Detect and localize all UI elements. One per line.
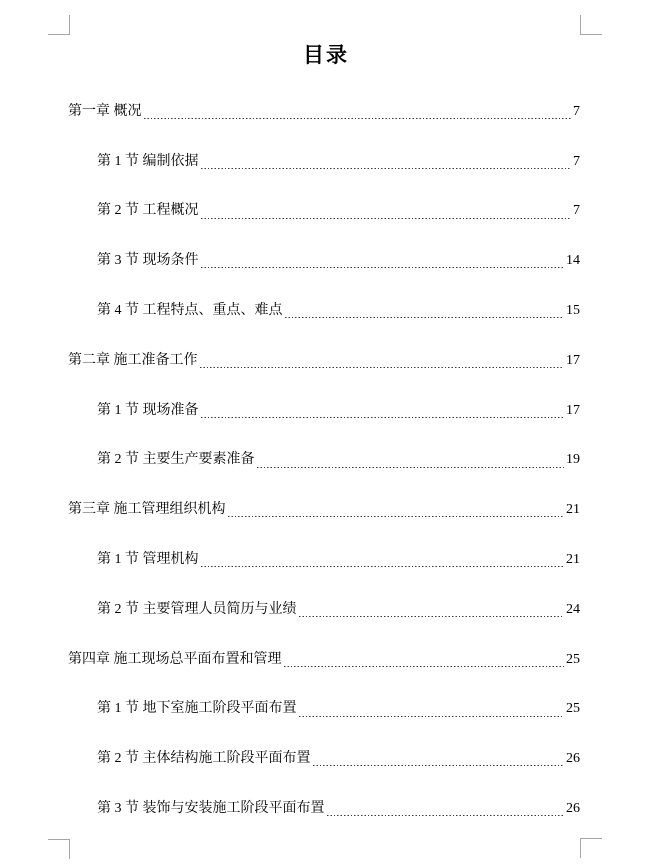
toc-page-number: 26 (566, 751, 580, 767)
page-title: 目录 (303, 43, 349, 67)
toc-page-number: 7 (573, 203, 580, 219)
crop-mark-top-right (580, 15, 602, 35)
toc-entry[interactable] (68, 187, 580, 237)
toc-entry-label: 第四章 施工现场总平面布置和管理 (68, 651, 282, 667)
toc-entry[interactable] (68, 137, 580, 187)
toc-entry[interactable] (68, 685, 580, 735)
toc-entry-label: 第 4 节 工程特点、重点、难点 (97, 303, 283, 319)
toc-entry[interactable] (68, 784, 580, 834)
dot-leader (228, 503, 565, 518)
dot-leader (201, 254, 565, 269)
toc-entry[interactable] (68, 585, 580, 635)
dot-leader (327, 802, 565, 817)
toc-entry[interactable] (68, 87, 580, 137)
toc-entry[interactable] (68, 336, 580, 386)
toc-entry[interactable] (68, 635, 580, 685)
toc-entry-label: 第 2 节 工程概况 (97, 203, 199, 219)
toc-entry-label: 第 1 节 编制依据 (97, 153, 199, 169)
dot-leader (201, 553, 565, 568)
toc-page-number: 15 (566, 303, 580, 319)
toc-entry-label: 第 3 节 装饰与安装施工阶段平面布置 (97, 801, 325, 817)
toc-entry[interactable] (68, 734, 580, 784)
toc-entry-label: 第三章 施工管理组织机构 (68, 502, 226, 518)
dot-leader (257, 453, 565, 468)
toc-entry-label: 第 2 节 主要管理人员简历与业绩 (97, 601, 297, 617)
dot-leader (313, 752, 565, 767)
toc-entry[interactable] (68, 286, 580, 336)
toc-page-number: 17 (566, 402, 580, 418)
toc-entry-label: 第二章 施工准备工作 (68, 352, 198, 368)
toc-entry[interactable] (68, 236, 580, 286)
toc-entry-label: 第 2 节 主体结构施工阶段平面布置 (97, 751, 311, 767)
toc-entry-label: 第 2 节 主要生产要素准备 (97, 452, 255, 468)
dot-leader (201, 154, 572, 169)
toc-list (68, 87, 580, 834)
toc-entry[interactable] (68, 386, 580, 436)
toc-page-number: 17 (566, 352, 580, 368)
toc-page-number: 25 (566, 651, 580, 667)
toc-page-number: 21 (566, 552, 580, 568)
toc-page-number: 25 (566, 701, 580, 717)
crop-mark-bottom-left (48, 839, 70, 859)
toc-entry[interactable] (68, 436, 580, 486)
toc-entry-label: 第 1 节 管理机构 (97, 552, 199, 568)
toc-page-number: 24 (566, 601, 580, 617)
toc-entry-label: 第 3 节 现场条件 (97, 253, 199, 269)
toc-page-number: 7 (573, 103, 580, 119)
toc-page-number: 14 (566, 253, 580, 269)
toc-entry-label: 第 1 节 现场准备 (97, 402, 199, 418)
dot-leader (201, 204, 572, 219)
toc-entry[interactable] (68, 535, 580, 585)
dot-leader (200, 353, 565, 368)
toc-entry-label: 第一章 概况 (68, 103, 142, 119)
toc-page-number: 21 (566, 502, 580, 518)
dot-leader (299, 702, 565, 717)
toc-page-number: 26 (566, 801, 580, 817)
dot-leader (284, 652, 565, 667)
toc-entry[interactable] (68, 485, 580, 535)
dot-leader (285, 304, 565, 319)
toc-page-number: 7 (573, 153, 580, 169)
crop-mark-bottom-right (580, 838, 602, 858)
toc-entry-label: 第 1 节 地下室施工阶段平面布置 (97, 701, 297, 717)
toc-page-number: 19 (566, 452, 580, 468)
dot-leader (201, 403, 565, 418)
dot-leader (144, 104, 572, 119)
crop-mark-top-left (48, 15, 70, 35)
dot-leader (299, 602, 565, 617)
